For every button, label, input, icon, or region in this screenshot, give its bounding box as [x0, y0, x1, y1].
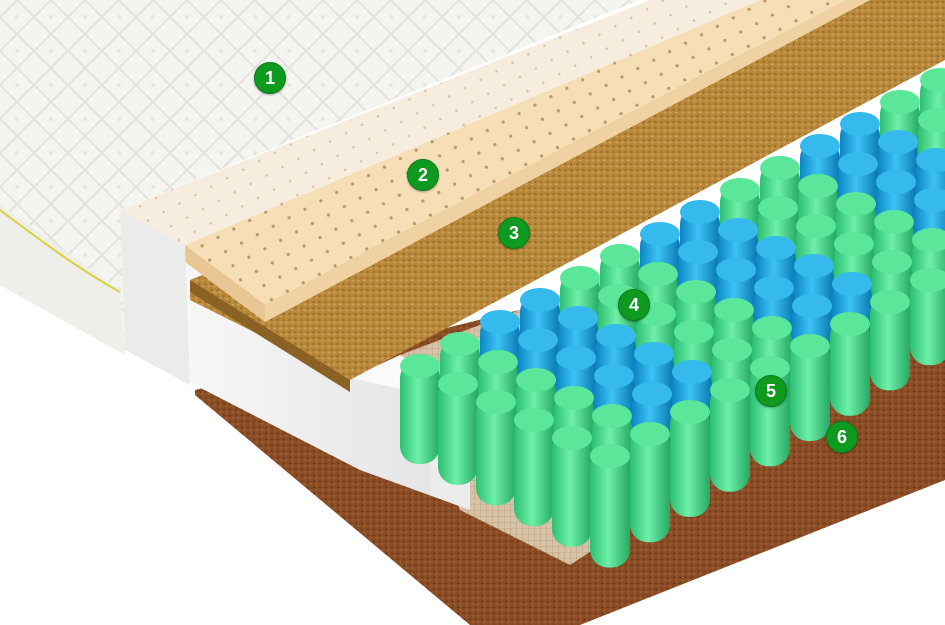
layer-marker-3[interactable]: 3 — [498, 217, 530, 249]
spring-coil — [590, 444, 630, 568]
spring-coil — [670, 400, 710, 517]
layer-marker-2[interactable]: 2 — [407, 159, 439, 191]
spring-coil — [710, 378, 750, 492]
spring-coil — [438, 372, 478, 485]
spring-coil — [750, 356, 790, 466]
spring-coil — [790, 334, 830, 441]
spring-coil — [870, 290, 910, 390]
spring-coil — [910, 268, 945, 365]
layer-marker-6[interactable]: 6 — [826, 421, 858, 453]
spring-coil — [830, 312, 870, 416]
layer-marker-5[interactable]: 5 — [755, 375, 787, 407]
spring-coil — [552, 426, 592, 547]
spring-coil — [514, 408, 554, 526]
spring-coil — [630, 422, 670, 542]
layer-marker-4[interactable]: 4 — [618, 289, 650, 321]
spring-coil — [476, 390, 516, 505]
layer-marker-1[interactable]: 1 — [254, 62, 286, 94]
spring-coil — [400, 354, 440, 464]
